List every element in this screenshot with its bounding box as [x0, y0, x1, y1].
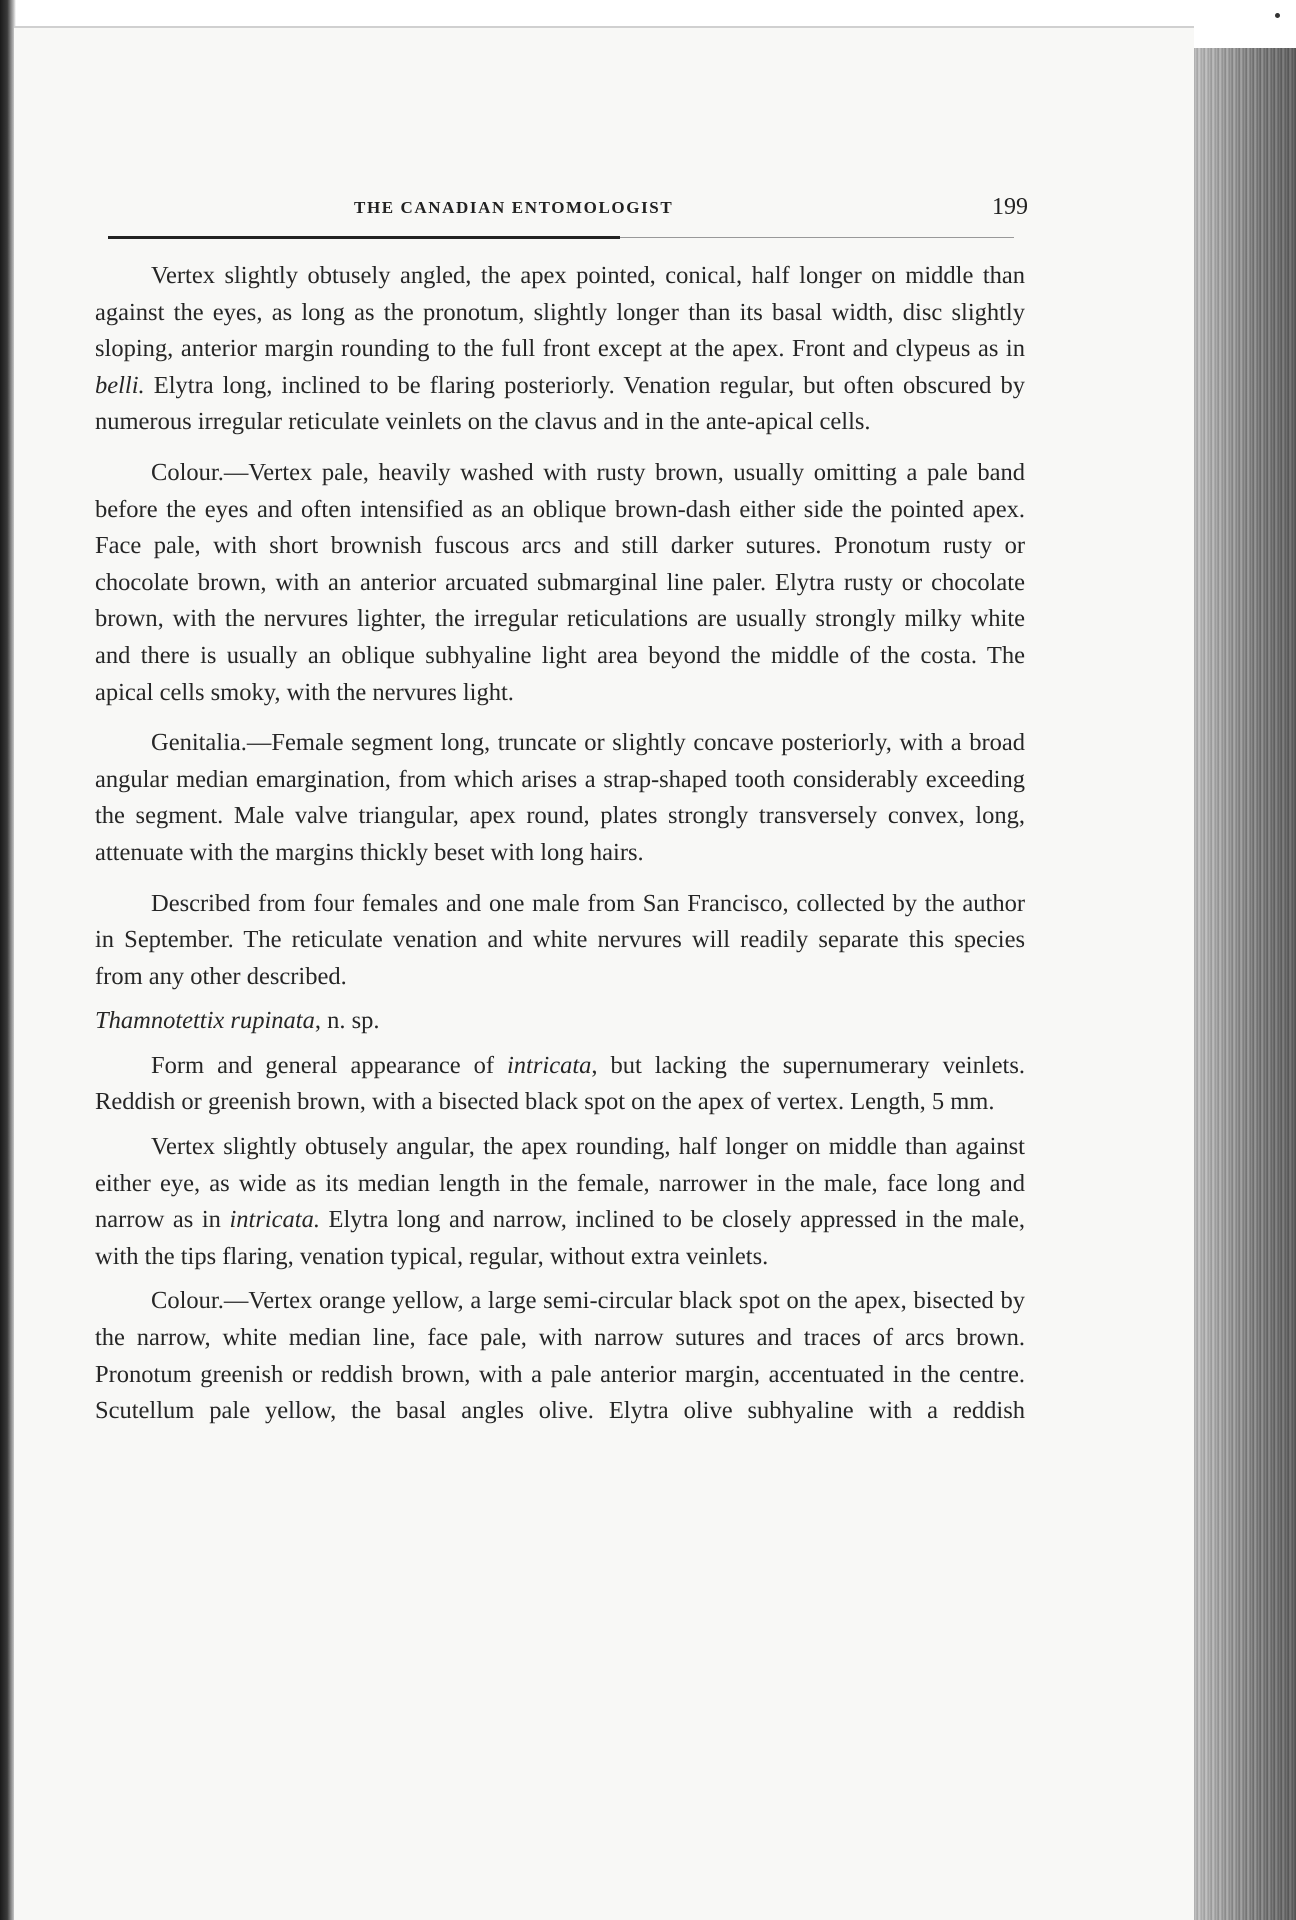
header-rule — [108, 236, 620, 239]
scan-speck — [1275, 13, 1280, 18]
italic-species-name: intricata — [506, 1051, 592, 1079]
paragraph-genitalia: Genitalia.—Female segment long, truncate or slightly concave posteriorly, with a broad angular median emargination, from which arises a strap-shaped tooth considerably exceeding the segment. Male valve triangular, apex round, plates strongly transversely convex, long, attenuate with the margins thickly beset with long hairs. — [95, 729, 1025, 866]
body-text — [95, 258, 1025, 1430]
paragraph-form — [95, 1048, 1025, 1121]
paragraph-colour-rupinata: Colour.—Vertex orange yellow, a large semi-circular black spot on the apex, bisected by the narrow, white median line, face pale, with narrow sutures and traces of arcs brown. Pronotum greenish or reddish brown, with a pale anterior margin, accentuated in the centre. Scutellum pale yellow, the basal angles olive. Elytra olive subhyaline with a reddish — [95, 1287, 1025, 1425]
journal-title: THE CANADIAN ENTOMOLOGIST — [354, 198, 674, 217]
paragraph-text: Elytra long, inclined to be flaring posteriorly. Venation regular, but often obscured by numerous irregular reticulate veinlets on the clavus and in the ante-apical cells. — [95, 371, 1025, 436]
paragraph-text: Vertex slightly obtusely angular, the apex rounding, half longer on middle than against either eye, as wide as its median length in the female, narrower in the male, face long and narrow as in — [95, 1133, 1025, 1234]
paragraph-described-from: Described from four females and one male from San Francisco, collected by the author in September. The reticulate venation and white nervures will readily separate this species from any other described. — [95, 889, 1025, 990]
running-head — [96, 194, 1036, 228]
italic-species-name: intricata. — [229, 1206, 320, 1234]
paragraph-text: Vertex slightly obtusely angled, the apex pointed, conical, half longer on middle than against the eyes, as long as the pronotum, slightly longer than its basal width, disc slightly sloping, anterior margin rounding to the full front except at the apex. Front and clypeus as in — [95, 262, 1025, 363]
species-suffix: , n. sp. — [314, 1007, 380, 1035]
paragraph-vertex-description — [95, 258, 1025, 441]
paragraph-text: Form and general appearance of — [151, 1051, 507, 1079]
italic-species-name: belli. — [95, 371, 145, 399]
header-rule-faint — [620, 237, 1014, 238]
background-corner — [1194, 0, 1296, 48]
paragraph-text: , but lacking the supernumerary veinlets. Reddish or greenish brown, with a bisected black spot on the apex of vertex. Length, 5 mm. — [95, 1051, 1025, 1116]
species-heading — [95, 1003, 1025, 1040]
species-name: Thamnotettix rupinata — [95, 1007, 315, 1035]
page-number: 199 — [992, 194, 1028, 220]
paragraph-vertex-rupinata — [95, 1129, 1025, 1275]
page-edges-shading — [1194, 48, 1296, 1920]
paragraph-text: Elytra long and narrow, inclined to be closely appressed in the male, with the tips flaring, venation typical, regular, without extra veinlets. — [95, 1206, 1025, 1270]
paragraph-colour: Colour.—Vertex pale, heavily washed with rusty brown, usually omitting a pale band before the eyes and often intensified as an oblique brown-dash either side the pointed apex. Face pale, with short brownish fuscous arcs and still darker sutures. Pronotum rusty or chocolate brown, with an anterior arcuated submarginal line paler. Elytra rusty or chocolate brown, with the nervures lighter, the irregular reticulations are usually strongly milky white and there is usually an oblique subhyaline light area beyond the middle of the costa. The apical cells smoky, with the nervures light. — [95, 458, 1025, 706]
